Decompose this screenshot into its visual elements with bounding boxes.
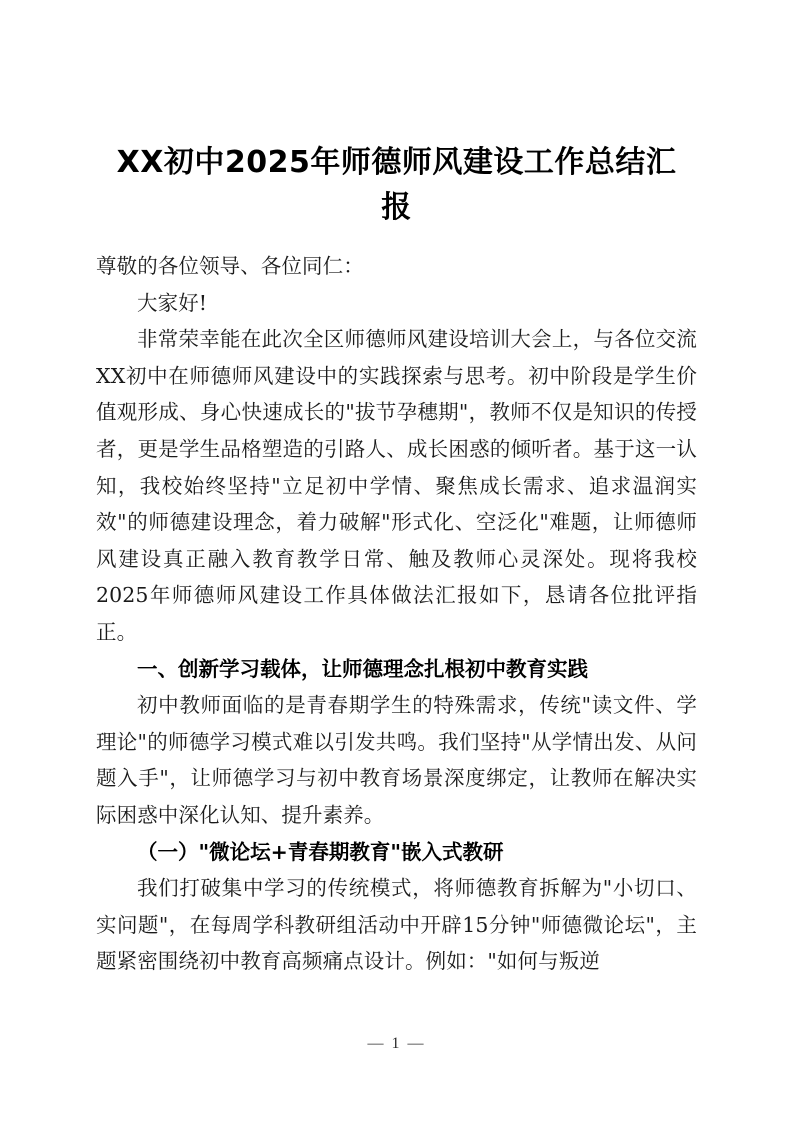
section-one-intro-paragraph: 初中教师面临的是青春期学生的特殊需求，传统"读文件、学理论"的师德学习模式难以引发共鸣。我们坚持"从学情出发、从问题入手"，让师德学习与初中教育场景深度绑定，让教师在解决实际困惑中深化认知、提升素养。 (96, 693, 697, 827)
opening-paragraph: 非常荣幸能在此次全区师德师风建设培训大会上，与各位交流XX初中在师德师风建设中的实践探索与思考。初中阶段是学生价值观形成、身心快速成长的"拔节孕穗期"，教师不仅是知识的传授者，更是学生品格塑造的引路人、成长困惑的倾听者。基于这一认知，我校始终坚持"立足初中学情、聚焦成长需求、追求温润实效"的师德建设理念，着力破解"形式化、空泛化"难题，让师德师风建设真正融入教育教学日常、触及教师心灵深处。现将我校2025年师德师风建设工作具体做法汇报如下，恳请各位批评指正。 (96, 327, 697, 644)
subsection-heading-one: （一）"微论坛+青春期教育"嵌入式教研 (137, 839, 504, 864)
page-title: XX初中2025年师德师风建设工作总结汇报 (116, 145, 677, 225)
page-body (96, 140, 697, 980)
subsection-one-body-paragraph: 我们打破集中学习的传统模式，将师德教育拆解为"小切口、实问题"，在每周学科教研组活动中开辟15分钟"师德微论坛"，主题紧密围绕初中教育高频痛点设计。例如："如何与叛逆 (96, 876, 697, 974)
salutation-paragraph: 尊敬的各位领导、各位同仁： (96, 254, 364, 278)
page-number-footer: — 1 — (367, 1035, 426, 1052)
section-heading-one: 一、创新学习载体，让师德理念扎根初中教育实践 (137, 656, 588, 681)
greeting-paragraph: 大家好! (137, 290, 208, 315)
